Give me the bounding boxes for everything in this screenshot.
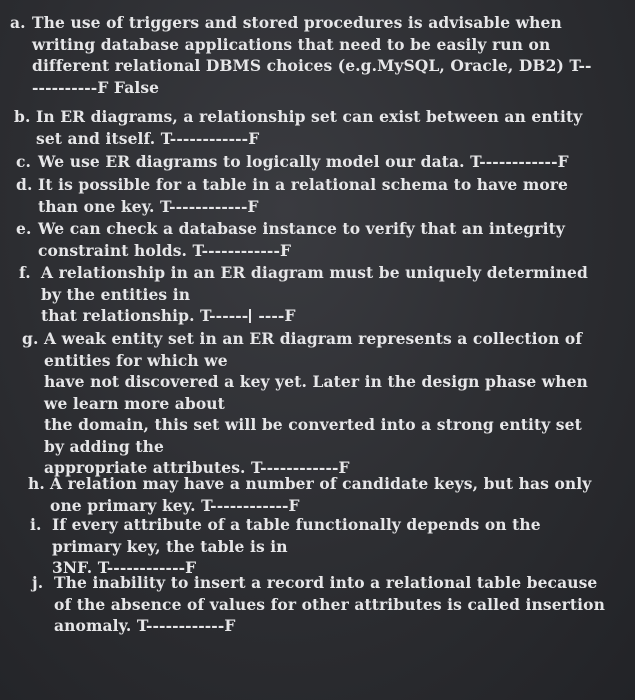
question-line: If every attribute of a table functionally depends on the — [52, 515, 541, 534]
question-line: entities for which we — [44, 350, 228, 370]
text-cursor-icon — [249, 309, 257, 323]
question-marker: i. — [30, 515, 42, 534]
question-line-part: ----F — [258, 306, 296, 325]
question-line: one primary key. T------------F — [50, 495, 300, 515]
question-line: appropriate attributes. T------------F — [44, 458, 350, 477]
question-line: writing database applications that need to be easily run on — [32, 34, 551, 54]
question-line: A relationship in an ER diagram must be uniquely determined — [41, 263, 588, 282]
question-line: set and itself. T------------F — [36, 128, 260, 148]
question-marker: j. — [32, 573, 44, 592]
question-marker: f. — [19, 263, 31, 282]
question-line: In ER diagrams, a relationship set can exist between an entity — [36, 107, 583, 126]
question-b — [14, 106, 583, 149]
question-line: A relation may have a number of candidate keys, but has only — [50, 474, 592, 493]
question-marker: c. — [16, 152, 32, 171]
question-line: 3NF. T------------F — [52, 558, 197, 577]
question-line-part: that relationship. T------ — [41, 306, 249, 325]
question-line: The inability to insert a record into a relational table because — [54, 573, 598, 592]
question-line: We use ER diagrams to logically model our data. T------------F — [38, 152, 569, 171]
question-g — [22, 328, 588, 479]
question-line: of the absence of values for other attributes is called insertion — [54, 594, 605, 614]
question-line: We can check a database instance to verify that an integrity — [38, 219, 565, 238]
question-line — [41, 305, 588, 327]
question-line: constraint holds. T------------F — [38, 240, 292, 260]
question-line: primary key, the table is in — [52, 536, 288, 556]
question-line: we learn more about — [44, 393, 225, 413]
question-a — [10, 12, 592, 98]
question-line: It is possible for a table in a relational schema to have more — [38, 175, 569, 194]
question-line: the domain, this set will be converted into a strong entity set — [44, 415, 582, 434]
question-d — [16, 174, 569, 217]
question-line: anomaly. T------------F — [54, 616, 236, 635]
question-line: A weak entity set in an ER diagram represents a collection of — [44, 329, 583, 348]
question-line: by adding the — [44, 436, 164, 456]
question-i — [30, 514, 541, 579]
question-line: have not discovered a key yet. Later in the design phase when — [44, 372, 588, 391]
question-f — [19, 262, 588, 327]
question-marker: h. — [28, 474, 45, 493]
question-line: different relational DBMS choices (e.g.MySQL, Oracle, DB2) T-- — [32, 56, 592, 75]
question-marker: d. — [16, 175, 33, 194]
question-marker: a. — [10, 13, 26, 32]
question-marker: e. — [16, 219, 32, 238]
question-line: by the entities in — [41, 284, 191, 304]
question-h — [28, 473, 592, 516]
question-e — [16, 218, 565, 261]
question-line: ----------F False — [32, 77, 160, 97]
question-line: The use of triggers and stored procedures is advisable when — [32, 13, 562, 32]
question-marker: g. — [22, 329, 39, 348]
question-line: than one key. T------------F — [38, 196, 259, 216]
question-c — [16, 151, 569, 173]
question-j — [32, 572, 605, 637]
question-marker: b. — [14, 107, 31, 126]
